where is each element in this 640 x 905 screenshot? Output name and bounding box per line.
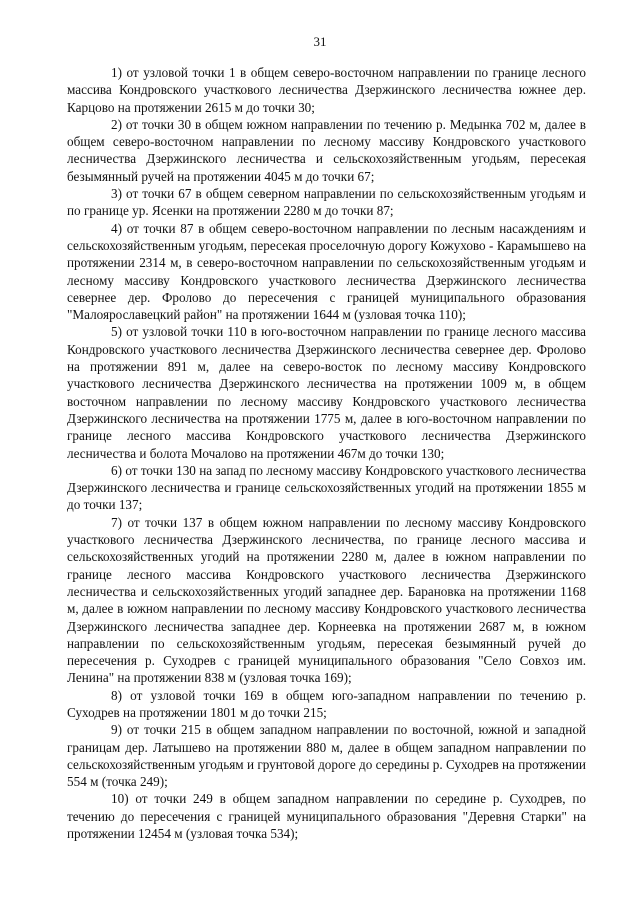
boundary-paragraph-3: 3) от точки 67 в общем северном направлении по сельскохозяйственным угодьям и по границе ур. Ясенки на протяжении 2280 м до точки 87; — [67, 186, 586, 219]
boundary-paragraph-1: 1) от узловой точки 1 в общем северо-восточном направлении по границе лесного массива Кондровского участкового лесничества Дзержинского лесничества южнее дер. Карцово на протяжении 2615 м до точки 30; — [67, 65, 586, 115]
boundary-paragraph-6: 6) от точки 130 на запад по лесному массиву Кондровского участкового лесничества Дзержинского лесничества и границе сельскохозяйственных угодий на протяжении 1855 м до точки 137; — [67, 462, 586, 513]
boundary-paragraph-4: 4) от точки 87 в общем северо-восточном направлении по лесным насаждениям и сельскохозяйственным угодьям, пересекая проселочную дорогу Кожухово - Карамышево на протяжении 2314 м, в северо-восточном направлении по сельскохозяйственным угодьям и лесному массиву Кондровского участкового лесничества Дзержинского лесничества севернее дер. Фролово до пересечения с границей муниципального образования "Малоярославецкий район" на протяжении 1644 м (узловая точка 110); — [67, 220, 586, 323]
document-body — [67, 64, 586, 842]
boundary-paragraph-8: 8) от узловой точки 169 в общем юго-западном направлении по течению р. Суходрев на протяжении 1801 м до точки 215; — [67, 687, 586, 720]
boundary-paragraph-7: 7) от точки 137 в общем южном направлении по лесному массиву Кондровского участкового лесничества Дзержинского лесничества, по границе лесного массива и сельскохозяйственных угодий на протяжении 2280 м, далее в южном направлении по границе лесного массива Кондровского участкового лесничества Дзержинского лесничества и сельскохозяйственных угодий западнее дер. Барановка на протяжении 1168 м, далее в южном направлении по лесному массиву Кондровского участкового лесничества Дзержинского лесничества западнее дер. Корнеевка на протяжении 2687 м, в южном направлении по сельскохозяйственным угодьям, пересекая безымянный ручей до пересечения р. Суходрев с границей муниципального образования "Село Совхоз им. Ленина" на протяжении 838 м (узловая точка 169); — [67, 514, 586, 686]
boundary-paragraph-2: 2) от точки 30 в общем южном направлении по течению р. Медынка 702 м, далее в общем северо-восточном направлении по лесному массиву Кондровского участкового лесничества Дзержинского лесничества и сельскохозяйственным угодьям, пересекая безымянный ручей на протяжении 4045 м до точки 67; — [67, 116, 586, 184]
boundary-paragraph-9: 9) от точки 215 в общем западном направлении по восточной, южной и западной границам дер. Латышево на протяжении 880 м, далее в общем западном направлении по сельскохозяйственным угодьям и грунтовой дороге до середины р. Суходрев на протяжении 554 м (точка 249); — [67, 722, 586, 790]
boundary-paragraph-5: 5) от узловой точки 110 в юго-восточном направлении по границе лесного массива Кондровского участкового лесничества Дзержинского лесничества севернее дер. Фролово на протяжении 891 м, далее на северо-восток по лесному массиву Кондровского участкового лесничества Дзержинского лесничества на протяжении 1009 м, в общем восточном направлении по лесному массиву Кондровского участкового лесничества Дзержинского лесничества на протяжении 1775 м, далее в юго-восточном направлении по границе лесного массива Кондровского участкового лесничества Дзержинского лесничества и болота Мочалово на протяжении 467м до точки 130; — [67, 324, 586, 461]
page-number: 31 — [313, 34, 327, 49]
boundary-paragraph-10: 10) от точки 249 в общем западном направлении по середине р. Суходрев, по течению до пересечения с границей муниципального образования "Деревня Старки" на протяжении 12454 м (узловая точка 534); — [67, 791, 586, 842]
